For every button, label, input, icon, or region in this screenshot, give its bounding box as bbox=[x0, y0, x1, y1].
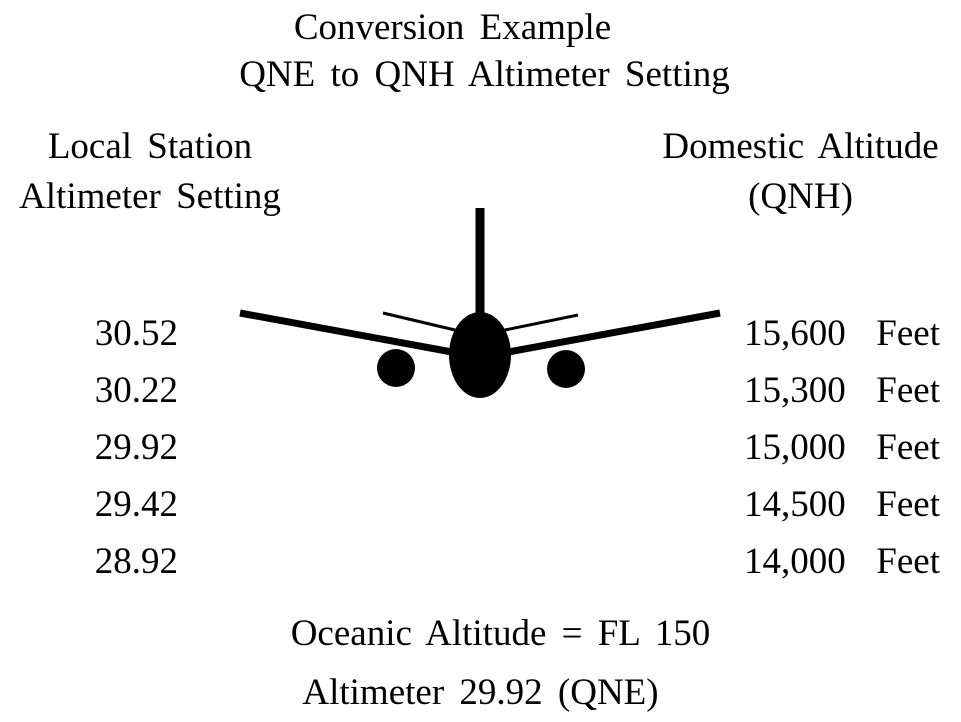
right-heading-line2: (QNH) bbox=[748, 176, 853, 217]
left-engine bbox=[377, 349, 415, 387]
right-stabilizer bbox=[505, 315, 578, 330]
left-heading-line2: Altimeter Setting bbox=[19, 176, 281, 217]
right-wing bbox=[508, 313, 720, 352]
right-engine bbox=[547, 350, 585, 388]
domestic-altitude-value: 15,600 Feet bbox=[744, 313, 940, 354]
left-stabilizer bbox=[383, 313, 455, 330]
domestic-altitude-value: 14,500 Feet bbox=[744, 484, 940, 525]
local-altimeter-settings-list bbox=[60, 305, 178, 590]
altimeter-setting-value: 30.22 bbox=[94, 370, 178, 411]
domestic-altitude-value: 15,300 Feet bbox=[744, 370, 940, 411]
diagram-title-line2: QNE to QNH Altimeter Setting bbox=[239, 54, 730, 95]
left-wing bbox=[240, 313, 452, 352]
altimeter-setting-value: 30.52 bbox=[94, 313, 178, 354]
oceanic-altitude-text: Oceanic Altitude = FL 150 bbox=[290, 613, 711, 654]
right-heading-line1: Domestic Altitude bbox=[662, 126, 939, 167]
domestic-altitude-value: 15,000 Feet bbox=[744, 427, 940, 468]
domestic-altitude-value: 14,000 Feet bbox=[744, 541, 940, 582]
fuselage bbox=[449, 312, 511, 398]
left-heading-line1: Local Station bbox=[47, 126, 253, 167]
altimeter-setting-value: 29.92 bbox=[94, 427, 178, 468]
oceanic-altimeter-text: Altimeter 29.92 (QNE) bbox=[302, 672, 659, 713]
diagram-title-line1: Conversion Example bbox=[293, 7, 612, 48]
domestic-altitude-list bbox=[700, 305, 940, 590]
altimeter-setting-value: 28.92 bbox=[94, 541, 178, 582]
altimeter-setting-value: 29.42 bbox=[94, 484, 178, 525]
